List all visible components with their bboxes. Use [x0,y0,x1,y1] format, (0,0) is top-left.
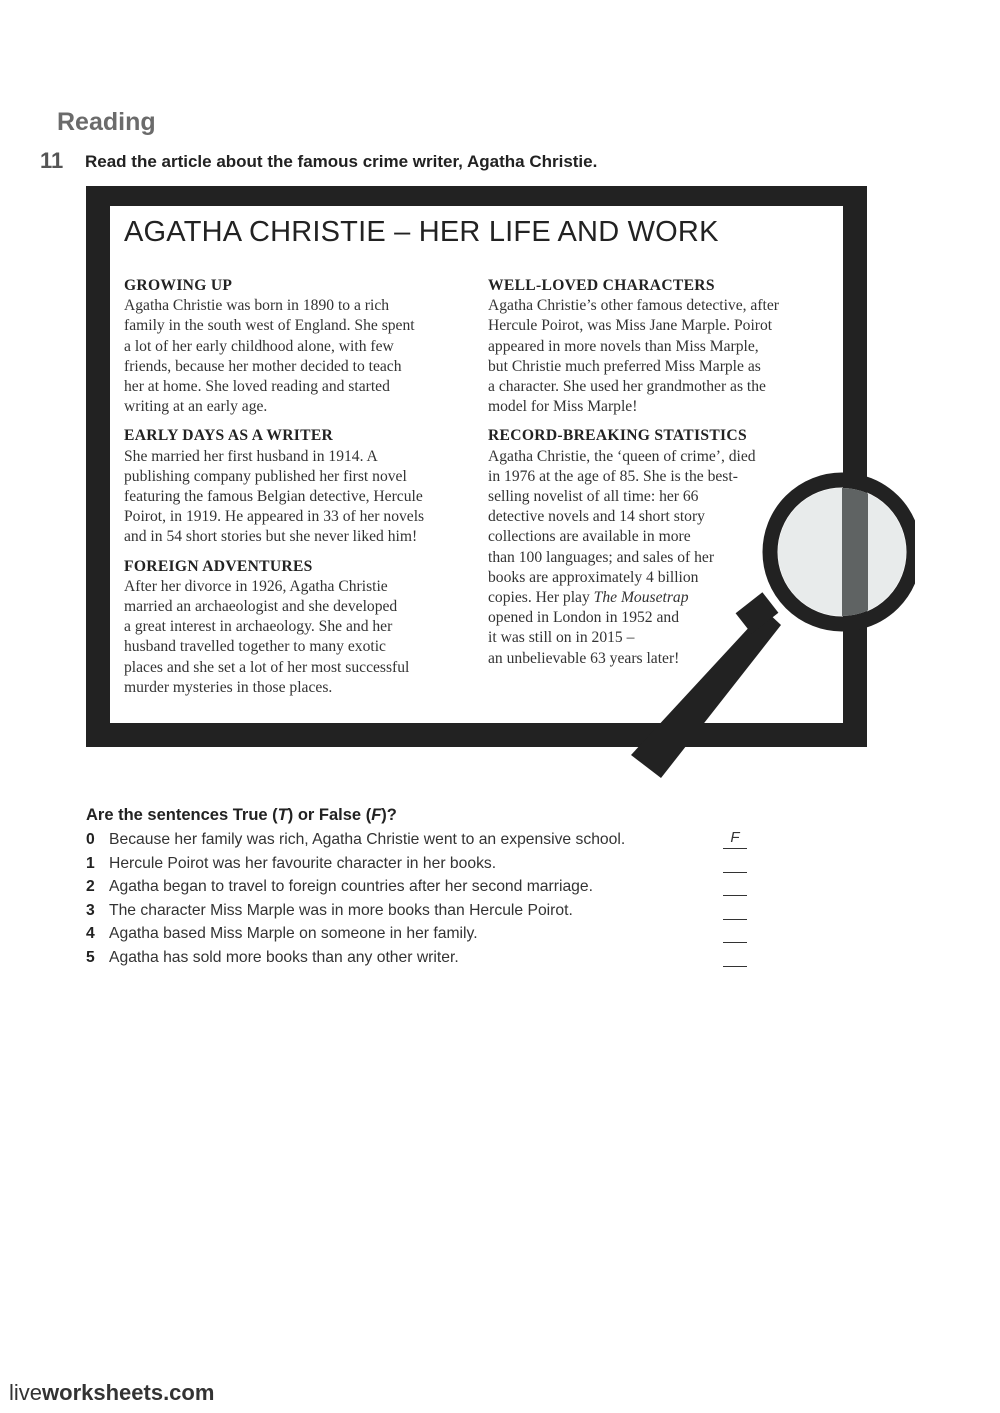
article-line: Agatha Christie was born in 1890 to a rich [124,297,390,315]
article-line: and in 54 short stories but she never liked him! [124,528,418,546]
article-section [488,276,818,417]
article-line: After her divorce in 1926, Agatha Christie [124,577,388,595]
article-section [124,276,464,417]
exercise-number: 11 [40,148,64,173]
footer-brand [9,1380,214,1406]
article-line: husband travelled together to many exotic [124,638,386,656]
article-line: publishing company published her first novel [124,467,407,485]
article-section-heading: FOREIGN ADVENTURES [124,557,313,575]
article-line: She married her first husband in 1914. A [124,447,378,465]
tf-answer-field[interactable] [723,923,747,943]
tf-item [86,947,766,971]
article-line: appeared in more novels than Miss Marple, [488,337,759,355]
tf-item [86,900,766,924]
tf-item-text: Agatha has sold more books than any other writer. [109,948,459,966]
tf-item-text: Because her family was rich, Agatha Christie went to an expensive school. [109,831,626,848]
tf-item [86,853,766,877]
play-line-text: copies. Her play [488,589,594,607]
tf-item-number: 3 [86,901,95,919]
article-line: but Christie much preferred Miss Marple as [488,357,761,375]
article-line: featuring the famous Belgian detective, Hercule [124,488,423,506]
tf-answer-field[interactable] [723,900,747,920]
question-text-end: )? [381,806,397,824]
article-line: married an archaeologist and she developed [124,598,398,616]
article-section-heading: RECORD-BREAKING STATISTICS [488,427,747,445]
tf-answer-field[interactable] [723,947,747,967]
article-line: books are approximately 4 billion [488,568,699,586]
article-line: places and she set a lot of her most successful [124,658,410,676]
tf-answer-field[interactable]: F [723,829,747,849]
tf-item-text: Agatha based Miss Marple on someone in her family. [109,925,478,942]
magnifying-glass-icon [625,465,915,785]
article-line: than 100 languages; and sales of her [488,548,715,566]
section-title: Reading [57,108,156,136]
article-line: a character. She used her grandmother as the [488,378,766,396]
tf-answer-field[interactable] [723,853,747,873]
play-title: The Mousetrap [593,589,689,607]
magnifier-lens-shadow [842,480,868,630]
article-line: in 1976 at the age of 85. She is the best- [488,467,738,485]
article-line: model for Miss Marple! [488,398,638,416]
brand-bold: worksheets.com [42,1380,215,1405]
tf-item [86,876,766,900]
article-line: murder mysteries in those places. [124,678,333,696]
tf-item-text: The character Miss Marple was in more books than Hercule Poirot. [109,901,573,919]
article-line: an unbelievable 63 years later! [488,649,680,667]
article-line: collections are available in more [488,528,691,546]
article-line: detective novels and 14 short story [488,508,705,526]
tf-item [86,829,766,853]
magnifier-handle [631,610,781,778]
exercise-instruction: Read the article about the famous crime writer, Agatha Christie. [85,152,598,171]
article-line: Hercule Poirot, was Miss Jane Marple. Poirot [488,317,773,335]
article-line: a great interest in archaeology. She and her [124,618,393,636]
article-left-column [124,276,464,707]
article-line: family in the south west of England. She spent [124,317,415,335]
article-section-heading: EARLY DAYS AS A WRITER [124,427,334,445]
true-false-list [86,829,766,970]
article-line: selling novelist of all time: her 66 [488,488,699,506]
tf-item-number: 4 [86,925,95,942]
article-line: Poirot, in 1919. He appeared in 33 of her novels [124,508,425,526]
article-line: Agatha Christie, the ‘queen of crime’, died [488,447,756,465]
question-text-middle: ) or False ( [287,806,372,824]
article-section-heading: GROWING UP [124,277,233,294]
tf-item-number: 0 [86,831,95,848]
false-letter: F [371,806,382,824]
article-line: opened in London in 1952 and [488,609,679,627]
tf-item-number: 1 [86,854,95,872]
tf-item-text: Agatha began to travel to foreign countries after her second marriage. [109,878,593,895]
tf-item-number: 2 [86,878,95,895]
article-line: her at home. She loved reading and started [124,378,390,396]
true-letter: T [277,806,288,824]
tf-item-text: Hercule Poirot was her favourite character in her books. [109,854,497,872]
tf-answer-field[interactable] [723,876,747,896]
article-section [124,557,464,698]
article-title: AGATHA CHRISTIE – HER LIFE AND WORK [124,216,719,248]
article-line: Agatha Christie’s other famous detective, after [488,297,779,315]
true-false-question [86,806,397,825]
article-line: it was still on in 2015 – [488,629,635,647]
brand-light: live [9,1380,43,1405]
article-line: a lot of her early childhood alone, with few [124,337,394,355]
article-section [124,426,464,547]
tf-item-number: 5 [86,948,95,966]
article-section-heading: WELL-LOVED CHARACTERS [488,277,715,294]
article-line: friends, because her mother decided to teach [124,357,402,375]
tf-item [86,923,766,947]
article-line: writing at an early age. [124,398,268,416]
question-text-start: Are the sentences True ( [86,806,278,824]
